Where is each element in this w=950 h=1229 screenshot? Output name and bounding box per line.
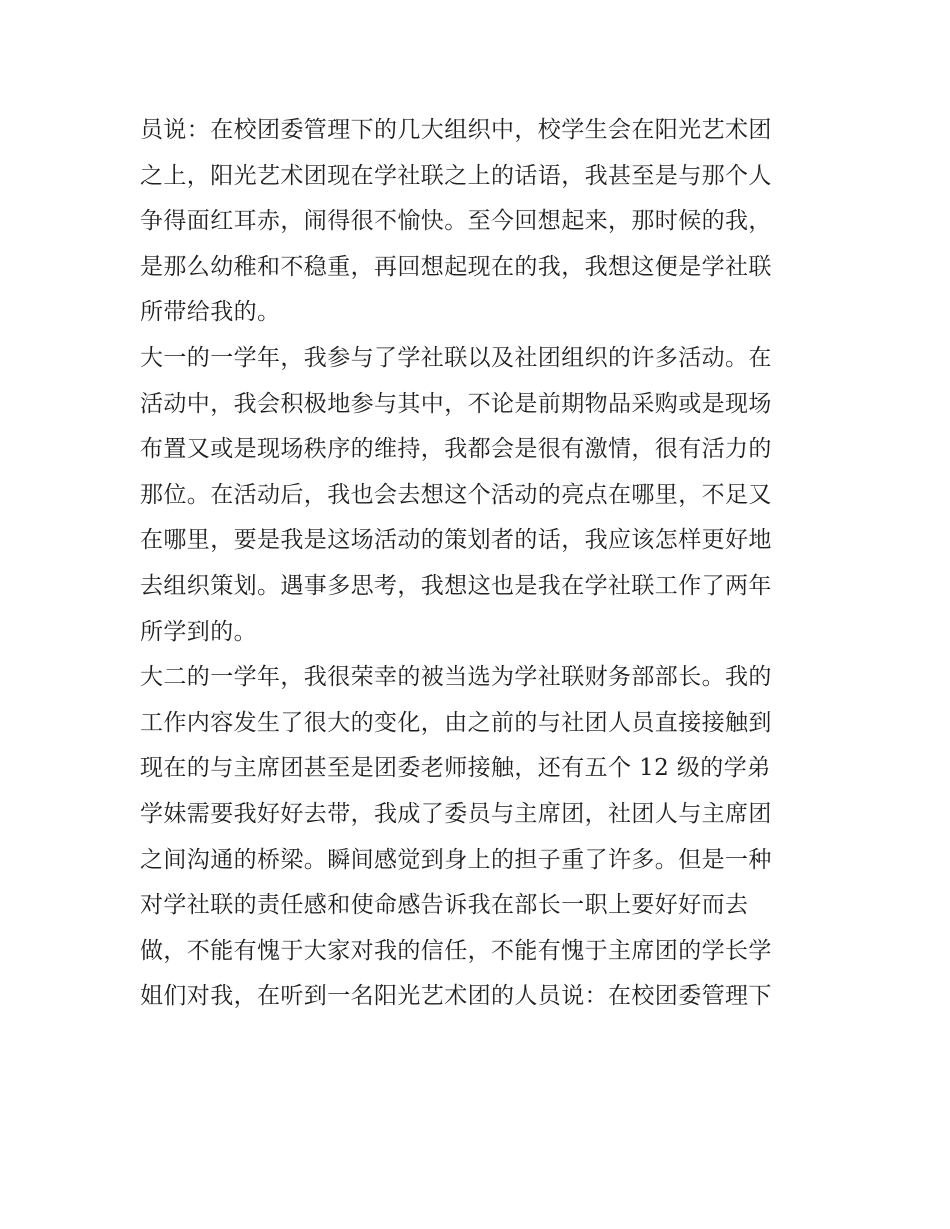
- text-line: 对学社联的责任感和使命感告诉我在部长一职上要好好而去: [140, 892, 749, 919]
- body-text: [140, 108, 820, 1020]
- text-line: 是那么幼稚和不稳重，再回想起现在的我，我想这便是学社联: [140, 253, 772, 280]
- text-line: 在哪里，要是我是这场活动的策划者的话，我应该怎样更好地: [140, 527, 772, 554]
- text-line: 争得面红耳赤，闹得很不愉快。至今回想起来，那时候的我，: [140, 208, 772, 235]
- text-line: 所学到的。: [140, 618, 257, 645]
- text-line: 活动中，我会积极地参与其中，不论是前期物品采购或是现场: [140, 390, 772, 417]
- paragraph-3: [140, 655, 820, 1020]
- text-line: 之上，阳光艺术团现在学社联之上的话语，我甚至是与那个人: [140, 162, 772, 189]
- text-line: 所带给我的。: [140, 299, 281, 326]
- text-line: 之间沟通的桥梁。瞬间感觉到身上的担子重了许多。但是一种: [140, 846, 772, 873]
- text-line: 布置又或是现场秩序的维持，我都会是很有激情，很有活力的: [140, 436, 772, 463]
- text-line: 工作内容发生了很大的变化，由之前的与社团人员直接接触到: [140, 709, 772, 736]
- text-line: 现在的与主席团甚至是团委老师接触，还有五个 12 级的学弟: [140, 755, 771, 782]
- text-line: 学妹需要我好好去带，我成了委员与主席团，社团人与主席团: [140, 800, 772, 827]
- text-line: 姐们对我，在听到一名阳光艺术团的人员说：在校团委管理下: [140, 983, 772, 1010]
- text-line: 大二的一学年，我很荣幸的被当选为学社联财务部部长。我的: [140, 664, 772, 691]
- text-line: 那位。在活动后，我也会去想这个活动的亮点在哪里，不足又: [140, 481, 772, 508]
- paragraph-2: [140, 336, 820, 655]
- text-line: 员说：在校团委管理下的几大组织中，校学生会在阳光艺术团: [140, 117, 772, 143]
- text-line: 去组织策划。遇事多思考，我想这也是我在学社联工作了两年: [140, 572, 772, 599]
- paragraph-1: [140, 108, 820, 336]
- text-line: 做，不能有愧于大家对我的信任，不能有愧于主席团的学长学: [140, 937, 772, 964]
- text-line: 大一的一学年，我参与了学社联以及社团组织的许多活动。在: [140, 344, 772, 371]
